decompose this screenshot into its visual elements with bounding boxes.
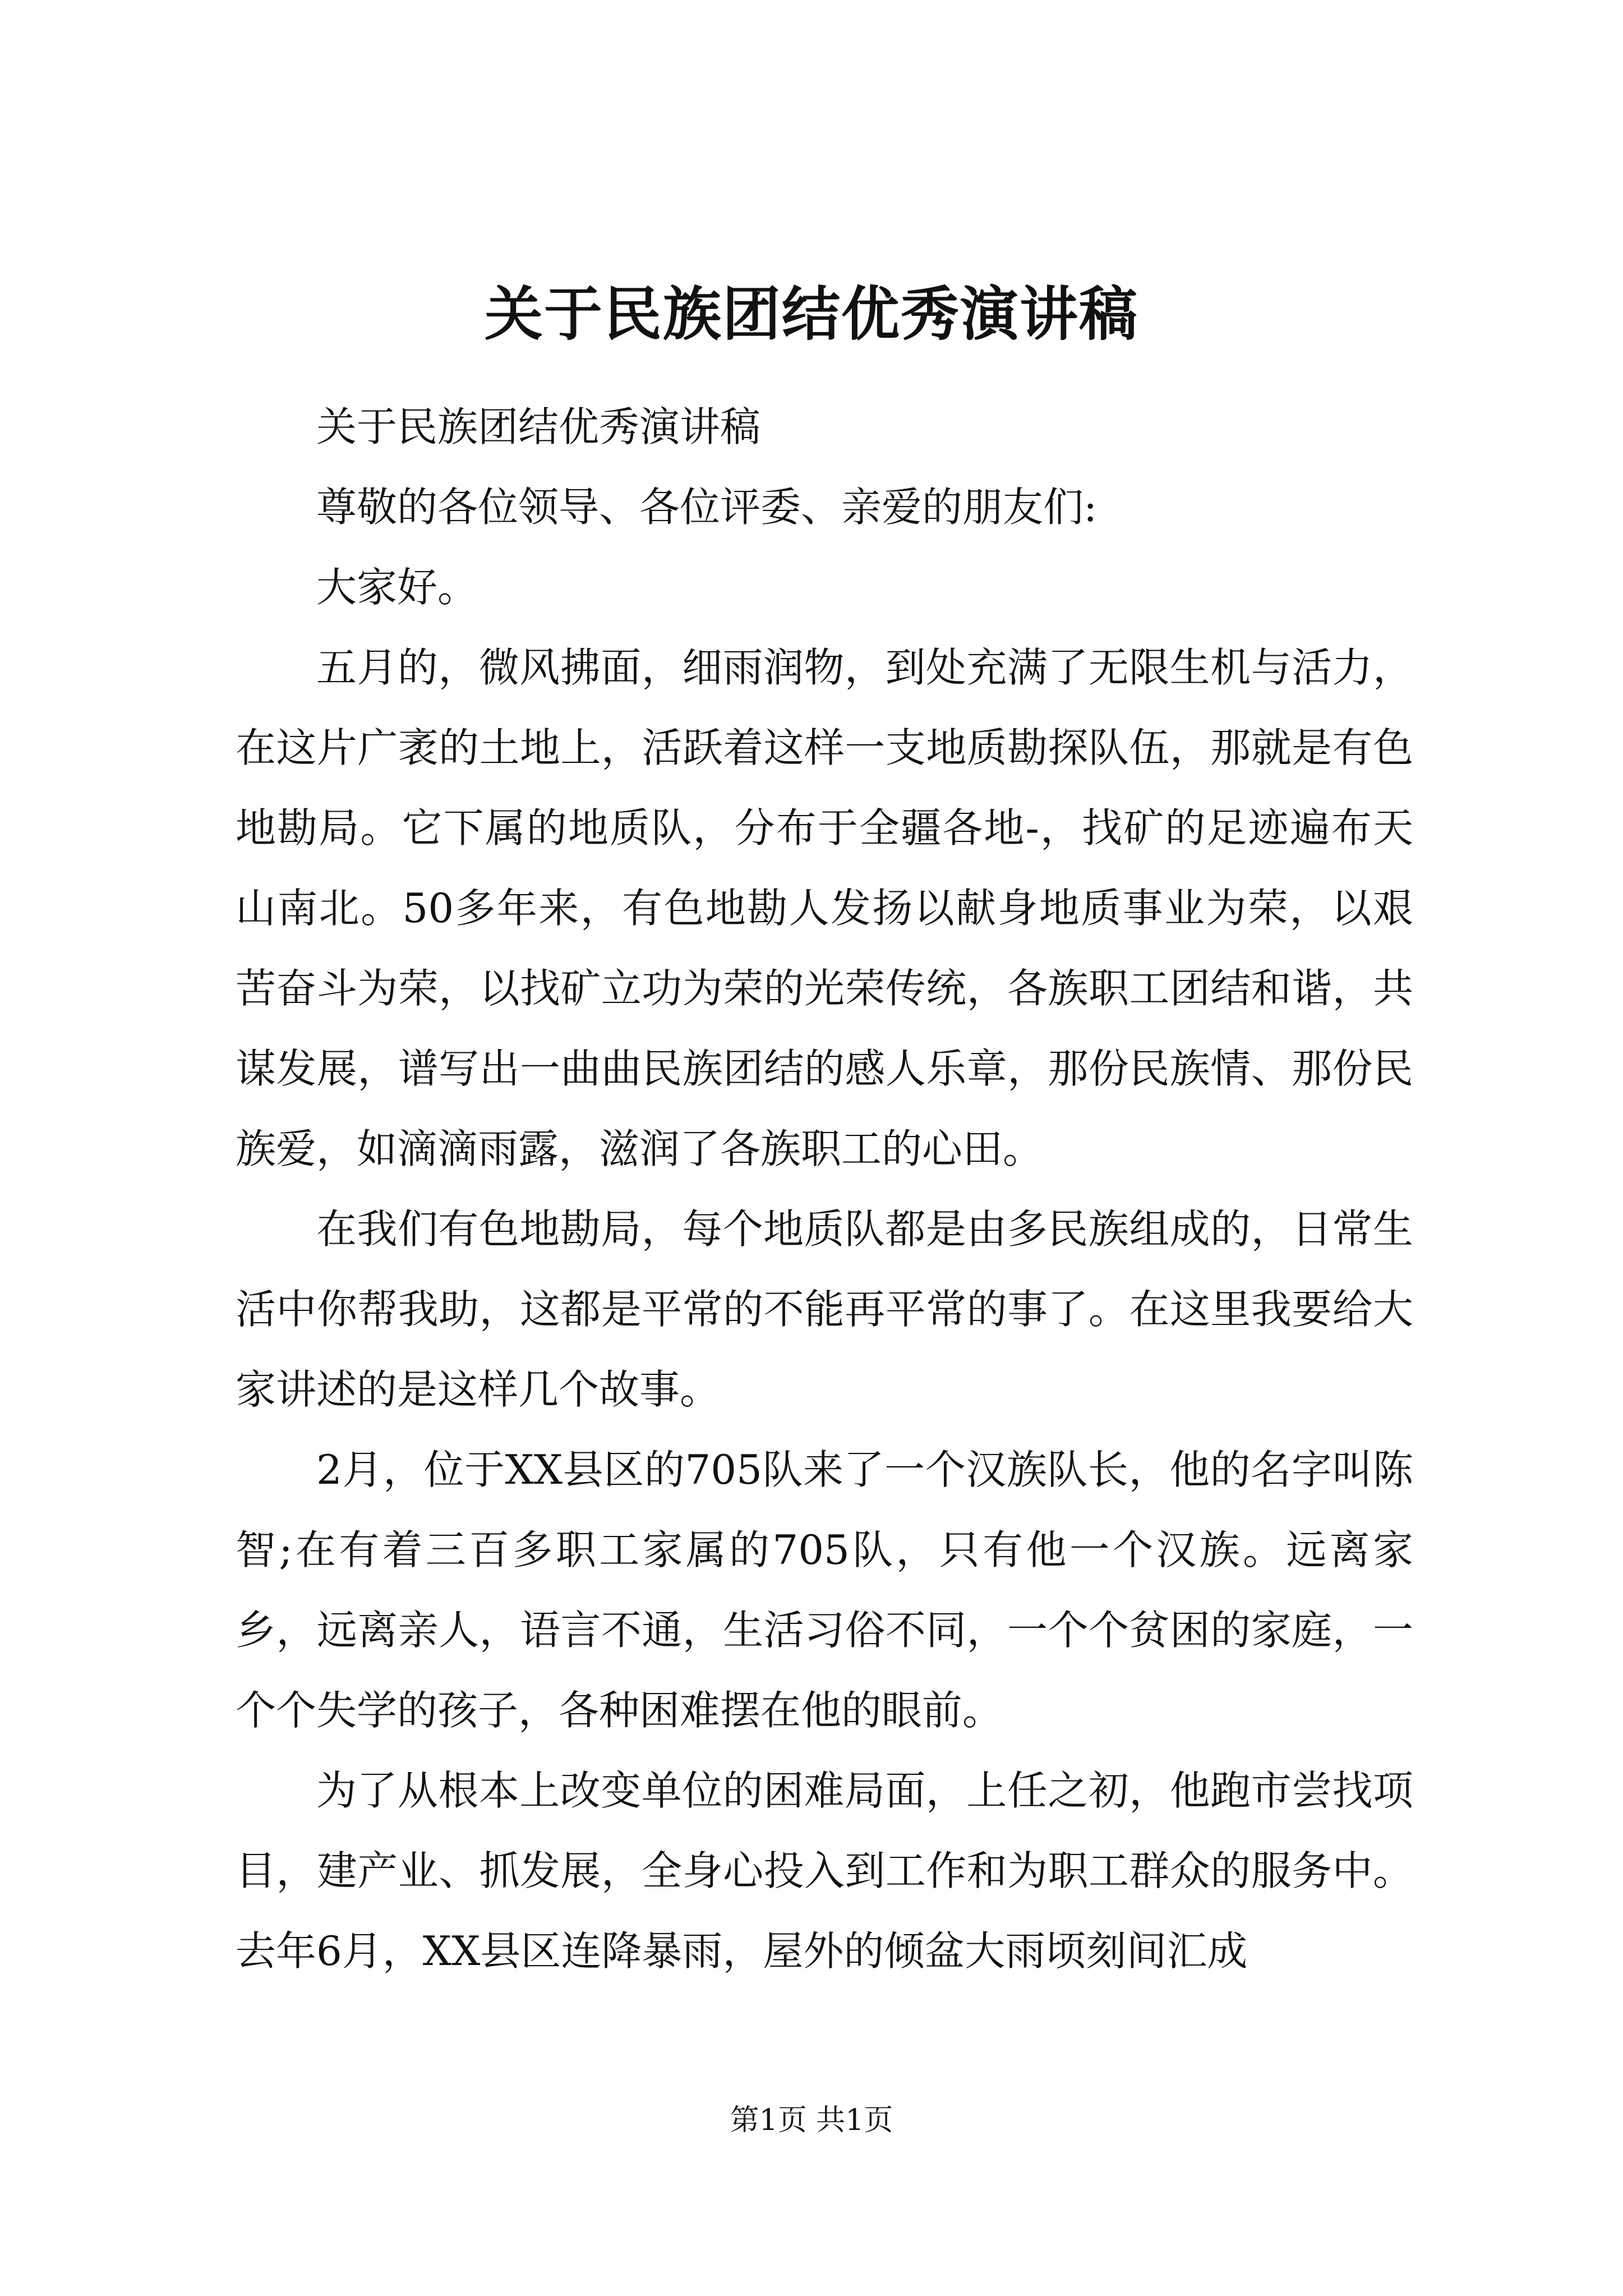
document-title: 关于民族团结优秀演讲稿 bbox=[484, 279, 1138, 348]
paragraph-body: 2月，位于XX县区的705队来了一个汉族队长，他的名字叫陈智;在有着三百多职工家属的705队，只有他一个汉族。远离家乡，远离亲人，语言不通，生活习俗不同，一个个贫困的家庭，一个个失学的孩子，各种困难摆在他的眼前。 bbox=[236, 1446, 1413, 1734]
page-footer: 第1页 共1页 bbox=[730, 2104, 893, 2137]
paragraph-body: 在我们有色地勘局，每个地质队都是由多民族组成的，日常生活中你帮我助，这都是平常的不能再平常的事了。在这里我要给大家讲述的是这样几个故事。 bbox=[236, 1205, 1413, 1413]
paragraph-subtitle: 关于民族团结优秀演讲稿 bbox=[316, 403, 761, 450]
paragraph-greeting: 大家好。 bbox=[316, 564, 478, 611]
document-body bbox=[236, 387, 1413, 1991]
paragraph-body: 为了从根本上改变单位的困难局面，上任之初，他跑市尝找项目，建产业、抓发展，全身心投入到工作和为职工群众的服务中。去年6月，XX县区连降暴雨，屋外的倾盆大雨顷刻间汇成 bbox=[236, 1767, 1413, 1975]
paragraph-body: 五月的，微风拂面，细雨润物，到处充满了无限生机与活力，在这片广袤的土地上，活跃着这样一支地质勘探队伍，那就是有色地勘局。它下属的地质队，分布于全疆各地-，找矿的足迹遍布天山南北。50多年来，有色地勘人发扬以献身地质事业为荣，以艰苦奋斗为荣，以找矿立功为荣的光荣传统，各族职工团结和谐，共谋发展，谱写出一曲曲民族团结的感人乐章，那份民族情、那份民族爱，如滴滴雨露，滋润了各族职工的心田。 bbox=[236, 644, 1413, 1172]
paragraph-salutation: 尊敬的各位领导、各位评委、亲爱的朋友们: bbox=[316, 484, 1098, 531]
